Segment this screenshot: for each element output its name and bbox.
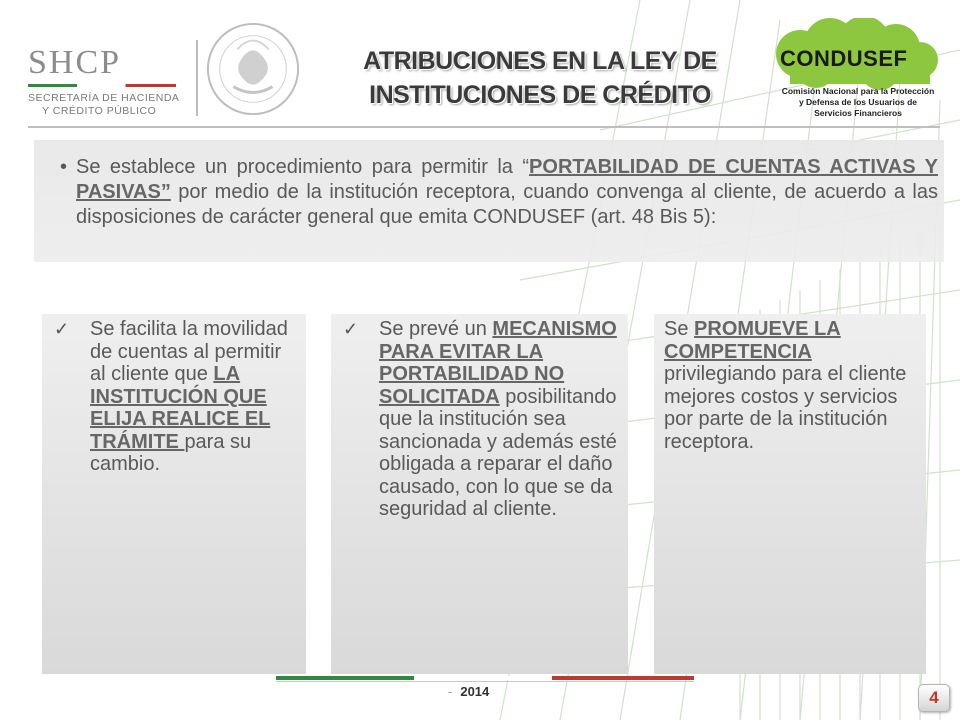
page-title <box>320 44 760 112</box>
column-body <box>664 318 919 453</box>
header-divider <box>196 40 198 116</box>
title-line2: INSTITUCIONES DE CRÉDITO <box>369 81 711 109</box>
intro-paragraph <box>44 155 938 230</box>
footer-year-value: 2014 <box>460 684 490 699</box>
mexico-seal-icon <box>204 20 302 118</box>
column-text <box>664 318 919 453</box>
column-part1: Se prevé un <box>379 318 493 340</box>
condusef-name: CONDUSEF <box>780 46 908 71</box>
page-number-badge: 4 <box>918 684 950 712</box>
column-body <box>379 318 623 521</box>
condusef-subtitle-line3: Servicios Financieros <box>814 108 902 118</box>
column-movilidad <box>42 314 306 674</box>
title-line1: ATRIBUCIONES EN LA LEY DE <box>363 47 717 75</box>
column-body <box>90 318 294 476</box>
condusef-subtitle-line1: Comisión Nacional para la Protección <box>781 86 935 96</box>
intro-part1: Se establece un procedimiento para permitir la “ <box>76 156 530 178</box>
column-competencia <box>654 314 926 674</box>
column-highlight: PROMUEVE LA COMPETENCIA <box>664 318 841 363</box>
check-icon: ✓ <box>343 319 359 339</box>
column-highlight: LA INSTITUCIÓN QUE ELIJA REALICE EL TRÁMITE <box>90 363 271 453</box>
intro-highlight: PORTABILIDAD DE CUENTAS ACTIVAS Y PASIVAS” <box>76 156 938 203</box>
shcp-subtitle-line2: Y CRÉDITO PÚBLICO <box>42 105 157 117</box>
column-part2: para su cambio. <box>90 430 252 475</box>
footer-underline <box>276 681 694 682</box>
column-part2: privilegiando para el cliente mejores costos y servicios por parte de la institución receptora. <box>664 363 907 453</box>
column-highlight: MECANISMO PARA EVITAR LA PORTABILIDAD NO SOLICITADA <box>379 318 617 408</box>
intro-part2: por medio de la institución receptora, cuando convenga al cliente, de acuerdo a las disposiciones de carácter general que emita CONDUSEF (art. 48 Bis 5): <box>76 181 938 228</box>
column-text <box>343 318 623 521</box>
shcp-subtitle-line1: SECRETARÍA DE HACIENDA <box>28 92 180 104</box>
column-part1: Se facilita la movilidad de cuentas al permitir al cliente que <box>90 318 288 385</box>
shcp-flag-bar <box>28 84 176 87</box>
intro-text <box>76 155 938 230</box>
shcp-name: SHCP <box>28 44 122 81</box>
footer-dash: - <box>448 684 453 699</box>
intro-bullet: • <box>60 156 68 178</box>
column-text <box>54 318 294 476</box>
header <box>0 0 960 130</box>
condusef-subtitle-line2: y Defensa de los Usuarios de <box>798 97 918 107</box>
footer-flag-line <box>276 676 694 680</box>
condusef-subtitle <box>768 86 948 119</box>
footer-year <box>448 684 489 699</box>
column-mecanismo <box>331 314 628 674</box>
column-part2: posibilitando que la institución sea sancionada y además esté obligada a reparar el daño causado, con lo que se da seguridad al cliente. <box>379 385 617 520</box>
check-icon: ✓ <box>54 319 70 339</box>
column-part1: Se <box>664 318 695 340</box>
